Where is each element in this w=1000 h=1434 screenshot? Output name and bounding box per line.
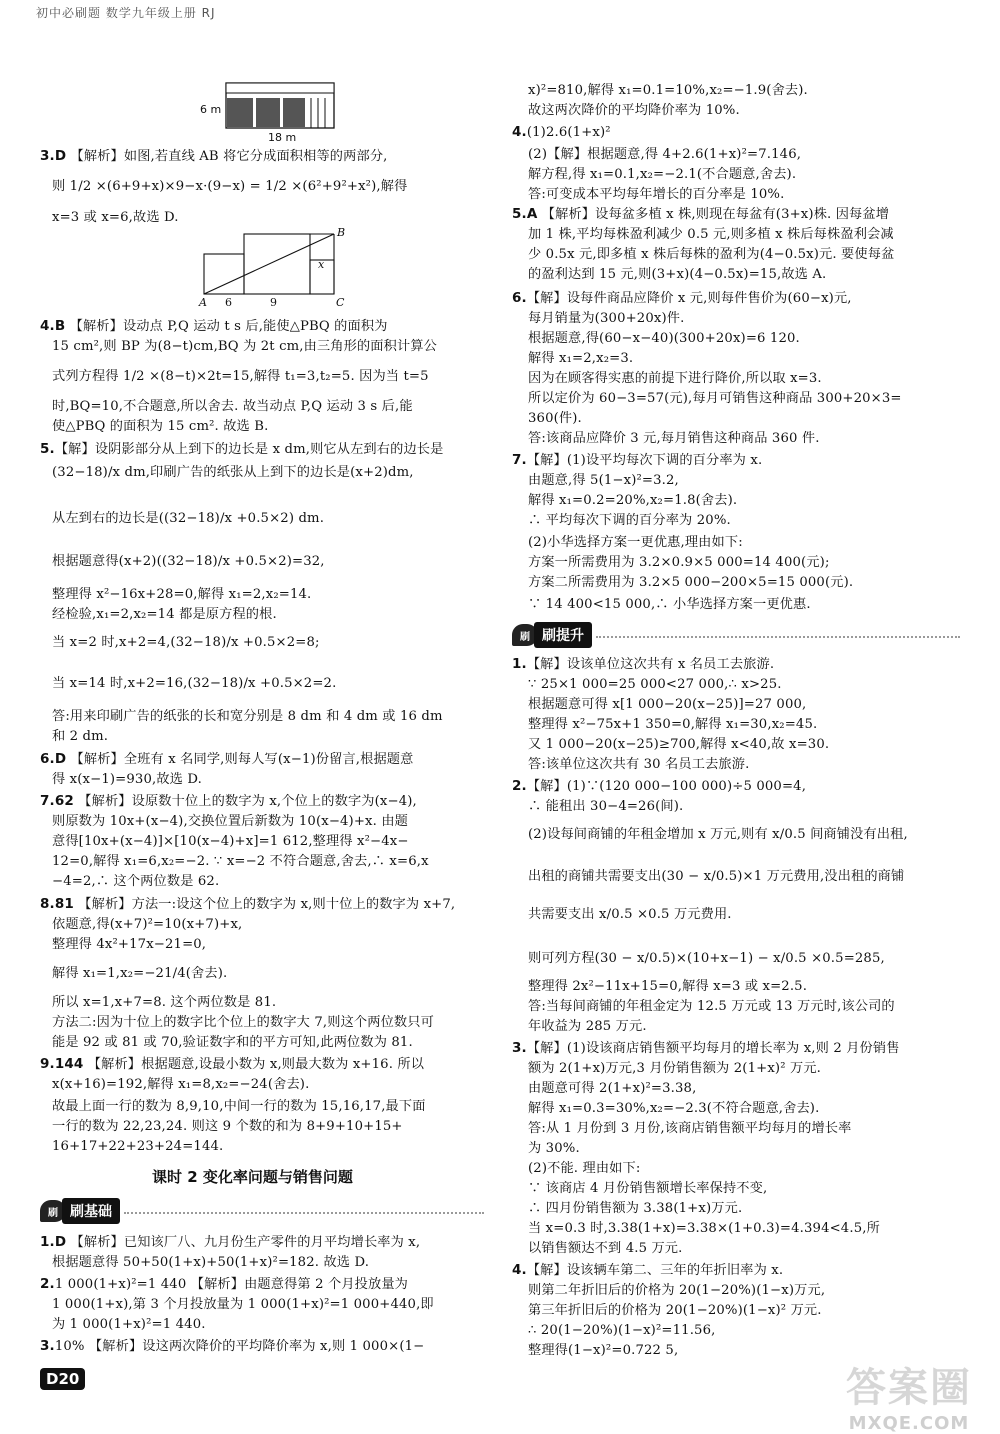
item-text: 根据题意,得(60−x−40)(300+20x)=6 120. (528, 331, 800, 346)
text-line (528, 596, 811, 613)
item-text: 出租的商铺共需要支出(30 − x/0.5)×1 万元费用,没出租的商铺 (528, 869, 905, 884)
text-line (40, 1276, 408, 1293)
item-number: 7.62 (40, 793, 74, 809)
figure1-shade-2 (256, 98, 280, 127)
page-number: D20 (40, 1368, 85, 1390)
item-text: ∵ 25×1 000=25 000<27 000,∴ x>25. (528, 677, 782, 692)
figure1-shade-1 (227, 98, 253, 127)
section-title: 课时 2 变化率问题与销售问题 (152, 1168, 353, 1186)
item-text: (2)【解】根据题意,得 4+2.6(1+x)²=7.146, (528, 147, 802, 162)
item-text: 能是 92 或 81 或 70,验证数字和的平方可知,此两位数为 81. (52, 1035, 413, 1050)
item-number: 6.D (40, 751, 67, 767)
text-line (40, 1056, 424, 1073)
item-text: x=3 或 x=6,故选 D. (52, 210, 179, 225)
item-text: 意得[10x+(x−4)]×[10(x−4)+x]=1 612,整理得 x²−4x− (52, 834, 409, 849)
item-number: 3. (40, 1338, 55, 1354)
item-text: 则可列方程(30 − x/0.5)×(10+x−1) − x/0.5 ×0.5=285, (528, 951, 885, 966)
item-text: 由题意,得 5(1−x)²=3.2, (528, 473, 679, 488)
text-line (40, 793, 417, 810)
text-line (528, 102, 740, 119)
item-text: 式列方程得 1/2 ×(8−t)×2t=15,解得 t₁=3,t₂=5. 因为当 t=5 (52, 369, 429, 384)
text-line (528, 166, 796, 183)
figure1-strip (226, 83, 334, 93)
text-line (52, 368, 429, 385)
text-line (52, 1138, 223, 1155)
item-text: 时,BQ=10,不合题意,所以舍去. 故当动点 P,Q 运动 3 s 后,能 (52, 399, 413, 414)
item-text: (1)2.6(1+x)² (526, 125, 611, 140)
item-text: 答:该单位这次共有 30 名员工去旅游. (528, 757, 750, 772)
text-line (40, 148, 388, 165)
text-line (528, 1120, 851, 1137)
text-line (528, 736, 829, 753)
text-line (528, 350, 633, 367)
text-line (52, 994, 276, 1011)
item-text: 当 x=2 时,x+2=4,(32−18)/x +0.5×2=8; (52, 635, 320, 650)
item-text: 【解】(1)设平均每次下调的百分率为 x. (526, 453, 763, 468)
text-line (528, 1018, 647, 1035)
item-text: ∴ 能租出 30−4=26(间). (528, 799, 684, 814)
text-line (512, 656, 774, 673)
text-line (512, 124, 611, 141)
item-text: (2)小华选择方案一更优惠,理由如下: (528, 535, 743, 550)
item-text: ∴ 平均每次下调的百分率为 20%. (528, 513, 731, 528)
item-text: 答:从 1 月份到 3 月份,该商店销售额平均每月的增长率 (528, 1121, 852, 1136)
divider-improve (596, 636, 960, 638)
item-number: 4.B (40, 318, 66, 334)
text-line (52, 338, 437, 355)
item-number: 2. (512, 778, 527, 794)
text-line (528, 798, 683, 815)
item-text: 每月销量为(300+20x)件. (528, 311, 685, 326)
text-line (528, 716, 817, 733)
item-text: 故这两次降价的平均降价率为 10%. (528, 103, 740, 118)
figure1-shade-3 (283, 98, 305, 127)
figure2-mid-rect (244, 234, 310, 294)
text-line (512, 290, 852, 307)
item-text: 【解】设阴影部分从上到下的边长是 x dm,则它从左到右的边长是 (54, 442, 444, 457)
text-line (52, 813, 408, 830)
item-text: 为 1 000(1+x)²=1 440. (52, 1317, 206, 1332)
text-line (528, 998, 895, 1015)
badge-basic (40, 1198, 120, 1224)
text-line (512, 1262, 783, 1279)
text-line (528, 82, 808, 99)
text-line (528, 1180, 767, 1197)
item-number: 1. (512, 656, 527, 672)
item-text: 1 000(1+x)²=1 440 【解析】由题意得第 2 个月投放量为 (54, 1277, 409, 1292)
item-text: 当 x=0.3 时,3.38(1+x)=3.38×(1+0.3)=4.394<4.5,所 (528, 1221, 880, 1236)
item-text: 共需要支出 x/0.5 ×0.5 万元费用. (528, 907, 732, 922)
item-text: ∴ 20(1−20%)(1−x)²=11.56, (528, 1323, 716, 1338)
item-text: 则 1/2 ×(6+9+x)×9−x·(9−x) = 1/2 ×(6²+9²+x²),解得 (52, 179, 408, 194)
item-text: 第三年折旧后的价格为 20(1−20%)(1−x)² 万元. (528, 1303, 822, 1318)
item-text: 【解析】全班有 x 名同学,则每人写(x−1)份留言,根据题意 (66, 752, 414, 767)
item-text: 答:该商品应降价 3 元,每月销售这种商品 360 件. (528, 431, 820, 446)
text-line (52, 1118, 403, 1135)
text-line (52, 916, 242, 933)
text-line (52, 586, 311, 603)
text-line (528, 696, 806, 713)
text-line (528, 554, 830, 571)
text-line (528, 370, 822, 387)
item-text: 答:可变成本平均每年增长的百分率是 10%. (528, 187, 785, 202)
item-text: 则原数为 10x+(x−4),交换位置后新数为 10(x−4)+x. 由题 (52, 814, 409, 829)
item-text: 加 1 株,平均每株盈利减少 0.5 元,则多植 x 株后每株盈利会减 (528, 227, 894, 242)
item-number: 3. (512, 1040, 527, 1056)
item-text: x(x+16)=192,解得 x₁=8,x₂=−24(舍去). (52, 1077, 310, 1092)
item-text: 整理得 x²−16x+28=0,解得 x₁=2,x₂=14. (52, 587, 312, 602)
text-line (528, 1220, 880, 1237)
item-text: 16+17+22+23+24=144. (52, 1139, 224, 1154)
item-text: 当 x=14 时,x+2=16,(32−18)/x +0.5×2=2. (52, 676, 337, 691)
item-text: 解得 x₁=0.3=30%,x₂=−2.3(不符合题意,舍去). (528, 1101, 820, 1116)
item-number: 8.81 (40, 896, 74, 912)
item-text: 【解析】设动点 P,Q 运动 t s 后,能使△PBQ 的面积为 (65, 319, 388, 334)
item-text: ∴ 四月份销售额为 3.38(1+x)万元. (528, 1201, 743, 1216)
item-text: 所以 x=1,x+7=8. 这个两位数是 81. (52, 995, 277, 1010)
page-header: 初中必刷题 数学九年级上册 RJ (36, 6, 216, 20)
item-text: (32−18)/x dm,印刷广告的纸张从上到下的边长是(x+2)dm, (52, 465, 414, 480)
item-text: 360(件). (528, 411, 582, 426)
item-text: 15 cm²,则 BP 为(8−t)cm,BQ 为 2t cm,由三角形的面积计算公 (52, 339, 437, 354)
badge-improve (512, 622, 592, 648)
text-line (528, 1100, 819, 1117)
item-text: 方案一所需费用为 3.2×0.9×5 000=14 400(元); (528, 555, 830, 570)
item-text: ∵ 14 400<15 000,∴ 小华选择方案一更优惠. (528, 597, 811, 612)
item-text: 【解析】已知该厂八、九月份生产零件的月平均增长率为 x, (66, 1235, 421, 1250)
figure2-label-B: B (337, 226, 346, 239)
text-line (52, 675, 336, 692)
text-line (52, 728, 108, 745)
text-line (52, 606, 277, 623)
item-text: 一行的数为 22,23,24. 则这 9 个数的和为 8+9+10+15+ (52, 1119, 403, 1134)
text-line (528, 146, 801, 163)
text-line (52, 1076, 309, 1093)
item-text: 方法二:因为十位上的数字比个位上的数字大 7,则这个两位数只可 (52, 1015, 434, 1030)
item-text: 依题意,得(x+7)²=10(x+7)+x, (52, 917, 243, 932)
item-number: 3.D (40, 148, 67, 164)
text-line (528, 512, 731, 529)
item-text: 得 x(x−1)=930,故选 D. (52, 772, 202, 787)
text-line (528, 574, 853, 591)
figure1-label-bottom: 18 m (268, 131, 297, 144)
item-text: 解得 x₁=0.2=20%,x₂=1.8(舍去). (528, 493, 738, 508)
text-line (528, 1140, 580, 1157)
text-line (528, 1342, 678, 1359)
text-line (512, 1040, 900, 1057)
item-text: 整理得(1−x)²=0.722 5, (528, 1343, 679, 1358)
item-text: 【解析】方法一:设这个位上的数字为 x,则十位上的数字为 x+7, (73, 897, 456, 912)
item-text: (2)设每间商铺的年租金增加 x 万元,则有 x/0.5 间商铺没有出租, (528, 827, 908, 842)
divider-basic (124, 1212, 484, 1214)
text-line (52, 510, 324, 527)
item-text: 经检验,x₁=2,x₂=14 都是原方程的根. (52, 607, 277, 622)
item-number: 5. (40, 441, 55, 457)
item-number: 4. (512, 1262, 527, 1278)
item-text: 【解】设该辆车第二、三年的年折旧率为 x. (526, 1263, 784, 1278)
item-text: 为 30%. (528, 1141, 580, 1156)
brush-icon: 刷 (40, 1200, 66, 1222)
text-line (52, 873, 219, 890)
text-line (528, 226, 894, 243)
item-number: 4. (512, 124, 527, 140)
item-text: (2)不能. 理由如下: (528, 1161, 641, 1176)
item-text: 根据题意可得 x[1 000−20(x−25)]=27 000, (528, 697, 807, 712)
text-line (528, 410, 582, 427)
text-line (40, 441, 443, 458)
text-line (528, 1080, 696, 1097)
text-line (528, 534, 743, 551)
text-line (528, 390, 902, 407)
item-text: 【解】设该单位这次共有 x 名员工去旅游. (526, 657, 775, 672)
item-text: 【解析】如图,若直线 AB 将它分成面积相等的两部分, (66, 149, 388, 164)
text-line (52, 178, 407, 195)
watermark-domain: MXQE.COM (848, 1413, 970, 1434)
item-text: 解方程,得 x₁=0.1,x₂=−2.1(不合题意,舍去). (528, 167, 797, 182)
text-line (52, 1098, 426, 1115)
item-text: 年收益为 285 万元. (528, 1019, 647, 1034)
badge-basic-label: 刷基础 (62, 1198, 120, 1224)
text-line (528, 266, 826, 283)
text-line (512, 206, 889, 223)
text-line (528, 330, 800, 347)
text-line (528, 246, 894, 263)
text-line (528, 1240, 683, 1257)
text-line (528, 826, 908, 843)
text-line (528, 1282, 825, 1299)
text-line (528, 492, 737, 509)
item-text: 【解析】设每盆多植 x 株,则现在每盆有(3+x)株. 因每盆增 (537, 207, 890, 222)
text-line (52, 965, 227, 982)
item-text: 从左到右的边长是((32−18)/x +0.5×2) dm. (52, 511, 325, 526)
text-line (52, 853, 429, 870)
text-line (40, 318, 388, 335)
item-text: 12=0,解得 x₁=6,x₂=−2. ∵ x=−2 不符合题意,舍去,∴ x=6,x (52, 854, 429, 869)
item-text: 故最上面一行的数为 8,9,10,中间一行的数为 15,16,17,最下面 (52, 1099, 426, 1114)
text-line (528, 310, 684, 327)
figure2-label-9: 9 (270, 296, 277, 309)
item-number: 7. (512, 452, 527, 468)
item-text: 和 2 dm. (52, 729, 109, 744)
item-text: 1 000(1+x),第 3 个月投放量为 1 000(1+x)²=1 000+440,即 (52, 1297, 434, 1312)
item-text: 【解】(1)∵(120 000−100 000)÷5 000=4, (526, 779, 807, 794)
figure1-label-left: 6 m (200, 103, 222, 116)
item-text: 【解】设每件商品应降价 x 元,则每件售价为(60−x)元, (526, 291, 852, 306)
figure2-line-AB (204, 234, 334, 294)
item-text: 因为在顾客得实惠的前提下进行降价,所以取 x=3. (528, 371, 822, 386)
figure2-label-x: x (318, 258, 325, 271)
text-line (52, 634, 320, 651)
item-text: 解得 x₁=1,x₂=−21/4(舍去). (52, 966, 228, 981)
item-text: 由题意可得 2(1+x)²=3.38, (528, 1081, 697, 1096)
item-text: x)²=810,解得 x₁=0.1=10%,x₂=−1.9(舍去). (528, 83, 808, 98)
item-text: 以销售额达不到 4.5 万元. (528, 1241, 683, 1256)
text-line (528, 906, 732, 923)
text-line (52, 1316, 206, 1333)
item-text: 答:用来印刷广告的纸张的长和宽分别是 8 dm 和 4 dm 或 16 dm (52, 709, 443, 724)
text-line (528, 978, 807, 995)
item-text: ∵ 该商店 4 月份销售额增长率保持不变, (528, 1181, 768, 1196)
text-line (528, 1302, 822, 1319)
text-line (512, 778, 806, 795)
text-line (528, 186, 784, 203)
item-text: 整理得 2x²−11x+15=0,解得 x=3 或 x=2.5. (528, 979, 808, 994)
text-line (52, 1254, 369, 1271)
text-line (528, 472, 679, 489)
item-text: 整理得 x²−75x+1 350=0,解得 x₁=30,x₂=45. (528, 717, 818, 732)
item-text: 所以定价为 60−3=57(元),每月可销售这种商品 300+20×3= (528, 391, 902, 406)
watermark (846, 1356, 972, 1434)
figure2-label-A: A (199, 296, 207, 309)
text-line (528, 430, 820, 447)
text-line (528, 1060, 821, 1077)
item-text: 根据题意得(x+2)((32−18)/x +0.5×2)=32, (52, 554, 325, 569)
text-line (52, 1296, 434, 1313)
item-text: 又 1 000−20(x−25)≥700,解得 x<40,故 x=30. (528, 737, 830, 752)
text-line (40, 751, 414, 768)
figure2-label-C: C (336, 296, 345, 309)
item-text: 解得 x₁=2,x₂=3. (528, 351, 634, 366)
text-line (52, 464, 414, 481)
brush-icon: 刷 (512, 624, 538, 646)
item-text: 答:当每间商铺的年租金定为 12.5 万元或 13 万元时,该公司的 (528, 999, 895, 1014)
item-text: 少 0.5x 元,即多植 x 株后每株的盈利为(4−0.5x)元. 要使每盆 (528, 247, 895, 262)
badge-improve-label: 刷提升 (534, 622, 592, 648)
item-number: 2. (40, 1276, 55, 1292)
text-line (52, 833, 409, 850)
item-text: −4=2,∴ 这个两位数是 62. (52, 874, 220, 889)
item-text: 【解析】根据题意,设最小数为 x,则最大数为 x+16. 所以 (83, 1057, 425, 1072)
text-line (528, 676, 782, 693)
text-line (528, 868, 904, 885)
item-number: 6. (512, 290, 527, 306)
figure2-label-6: 6 (225, 296, 232, 309)
text-line (528, 1322, 715, 1339)
item-text: 【解】(1)设该商店销售额平均每月的增长率为 x,则 2 月份销售 (526, 1041, 900, 1056)
text-line (52, 936, 206, 953)
figure2-left-rect (204, 254, 244, 294)
text-line (528, 950, 885, 967)
text-line (52, 708, 443, 725)
item-text: 整理得 4x²+17x−21=0, (52, 937, 207, 952)
text-line (52, 398, 413, 415)
item-text: 根据题意得 50+50(1+x)+50(1+x)²=182. 故选 D. (52, 1255, 370, 1270)
item-text: 方案二所需费用为 3.2×5 000−200×5=15 000(元). (528, 575, 854, 590)
text-line (512, 452, 762, 469)
item-number: 5.A (512, 206, 538, 222)
text-line (52, 418, 268, 435)
item-number: 9.144 (40, 1056, 84, 1072)
item-text: 【解析】设原数十位上的数字为 x,个位上的数字为(x−4), (73, 794, 417, 809)
text-line (40, 896, 455, 913)
text-line (528, 756, 749, 773)
text-line (52, 553, 325, 570)
text-line (52, 209, 179, 226)
item-text: 额为 2(1+x)万元,3 月份销售额为 2(1+x)² 万元. (528, 1061, 821, 1076)
text-line (528, 1160, 640, 1177)
text-line (52, 1014, 434, 1031)
text-line (40, 1338, 424, 1355)
item-text: 的盈利达到 15 元,则(3+x)(4−0.5x)=15,故选 A. (528, 267, 827, 282)
item-text: 使△PBQ 的面积为 15 cm². 故选 B. (52, 419, 269, 434)
text-line (52, 1034, 413, 1051)
item-number: 1.D (40, 1234, 67, 1250)
watermark-logo: 答案圈 (846, 1365, 972, 1411)
text-line (528, 1200, 742, 1217)
item-text: 10% 【解析】设这两次降价的平均降价率为 x,则 1 000×(1− (54, 1339, 425, 1354)
text-line (52, 771, 202, 788)
item-text: 则第二年折旧后的价格为 20(1−20%)(1−x)万元, (528, 1283, 826, 1298)
text-line (40, 1234, 420, 1251)
